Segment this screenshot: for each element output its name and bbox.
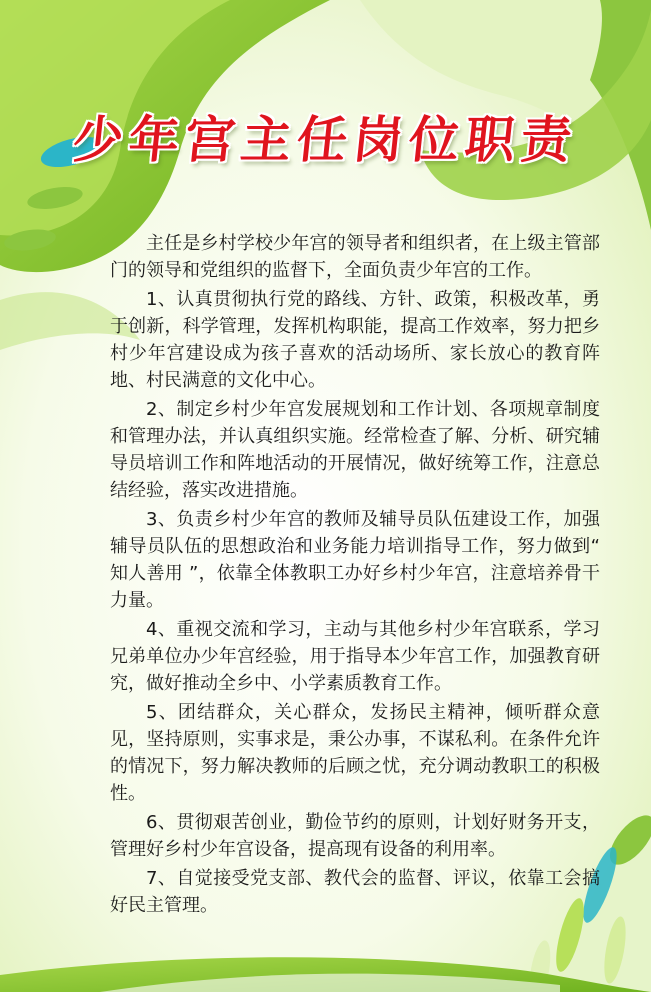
paragraph-item-5: 5、团结群众，关心群众，发扬民主精神，倾听群众意见，坚持原则，实事求是，秉公办事，不谋私利。在条件允许的情况下，努力解决教师的后顾之忧，充分调动教职工的积极性。 [110, 702, 600, 804]
paragraph-intro: 主任是乡村学校少年宫的领导者和组织者，在上级主管部门的领导和党组织的监督下，全面负责少年宫的工作。 [110, 233, 600, 281]
paragraph-item-1: 1、认真贯彻执行党的路线、方针、政策，积极改革，勇于创新，科学管理，发挥机构职能，提高工作效率，努力把乡村少年宫建设成为孩子喜欢的活动场所、家长放心的教育阵地、村民满意的文化中心。 [110, 289, 600, 391]
page-title: 少年宫主任岗位职责 [70, 110, 581, 169]
paragraph-item-2: 2、制定乡村少年宫发展规划和工作计划、各项规章制度和管理办法，并认真组织实施。经常检查了解、分析、研究辅导员培训工作和阵地活动的开展情况，做好统筹工作，注意总结经验，落实改进措施。 [110, 399, 600, 501]
paragraph-item-4: 4、重视交流和学习，主动与其他乡村少年宫联系，学习兄弟单位办少年宫经验，用于指导本少年宫工作，加强教育研究，做好推动全乡中、小学素质教育工作。 [110, 619, 600, 694]
duty-text [110, 230, 600, 921]
paragraph-item-3: 3、负责乡村少年宫的教师及辅导员队伍建设工作，加强辅导员队伍的思想政治和业务能力培训指导工作，努力做到“ 知人善用 ”，依靠全体教职工办好乡村少年宫，注意培养骨干力量。 [110, 509, 600, 611]
paragraph-item-7: 7、自觉接受党支部、教代会的监督、评议，依靠工会搞好民主管理。 [110, 868, 600, 916]
paragraph-item-6: 6、贯彻艰苦创业，勤俭节约的原则，计划好财务开支，管理好乡村少年宫设备，提高现有设备的利用率。 [110, 812, 600, 860]
